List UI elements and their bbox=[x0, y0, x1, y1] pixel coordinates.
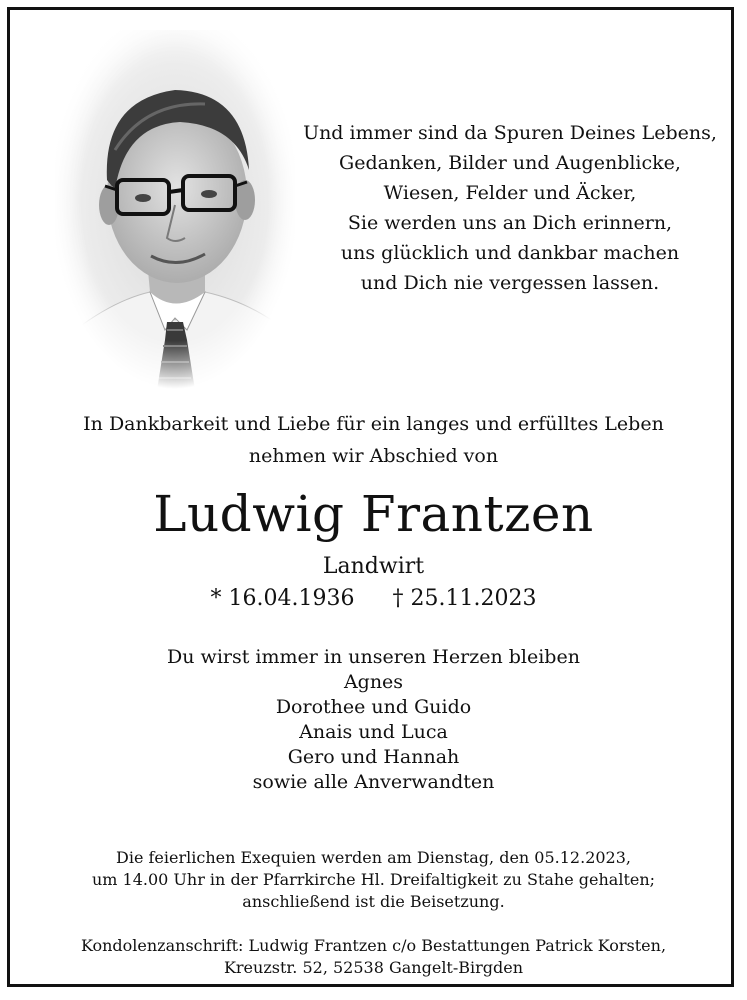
service-info bbox=[0, 847, 747, 913]
service-line: Die feierlichen Exequien werden am Dienstag, den 05.12.2023, bbox=[116, 848, 631, 867]
contact-line: Kreuzstr. 52, 52538 Gangelt-Birgden bbox=[223, 958, 524, 977]
memorial-poem bbox=[300, 118, 720, 298]
occupation: Landwirt bbox=[322, 554, 425, 579]
poem-line: uns glücklich und dankbar machen bbox=[340, 242, 680, 264]
life-dates bbox=[0, 584, 747, 614]
deceased-name: Ludwig Frantzen bbox=[153, 485, 594, 543]
intro-line: In Dankbarkeit und Liebe für ein langes und erfülltes Leben bbox=[83, 413, 664, 435]
mourners-line: Gero und Hannah bbox=[287, 746, 460, 768]
contact-line: Kondolenzanschrift: Ludwig Frantzen c/o Bestattungen Patrick Korsten, bbox=[80, 936, 667, 955]
poem-line: Und immer sind da Spuren Deines Lebens, bbox=[303, 122, 717, 144]
mourners-line: sowie alle Anverwandten bbox=[252, 771, 495, 793]
condolence-address bbox=[0, 935, 747, 979]
poem-line: Gedanken, Bilder und Augenblicke, bbox=[339, 152, 681, 174]
mourners-line: Anais und Luca bbox=[299, 721, 448, 743]
intro-line: nehmen wir Abschied von bbox=[248, 445, 499, 467]
intro-text bbox=[0, 408, 747, 472]
mourners-line: Agnes bbox=[343, 671, 404, 693]
poem-line: und Dich nie vergessen lassen. bbox=[360, 272, 660, 294]
poem-line: Wiesen, Felder und Äcker, bbox=[383, 182, 637, 204]
death-date: † 25.11.2023 bbox=[392, 586, 537, 611]
mourners-line: Du wirst immer in unseren Herzen bleiben bbox=[167, 646, 580, 668]
birth-date: * 16.04.1936 bbox=[210, 586, 355, 611]
portrait-photo bbox=[55, 30, 295, 400]
service-line: um 14.00 Uhr in der Pfarrkirche Hl. Dreifaltigkeit zu Stahe gehalten; bbox=[91, 870, 656, 889]
service-line: anschließend ist die Beisetzung. bbox=[242, 892, 505, 911]
poem-line: Sie werden uns an Dich erinnern, bbox=[347, 212, 673, 234]
mourners-list bbox=[0, 645, 747, 795]
mourners-line: Dorothee und Guido bbox=[275, 696, 472, 718]
